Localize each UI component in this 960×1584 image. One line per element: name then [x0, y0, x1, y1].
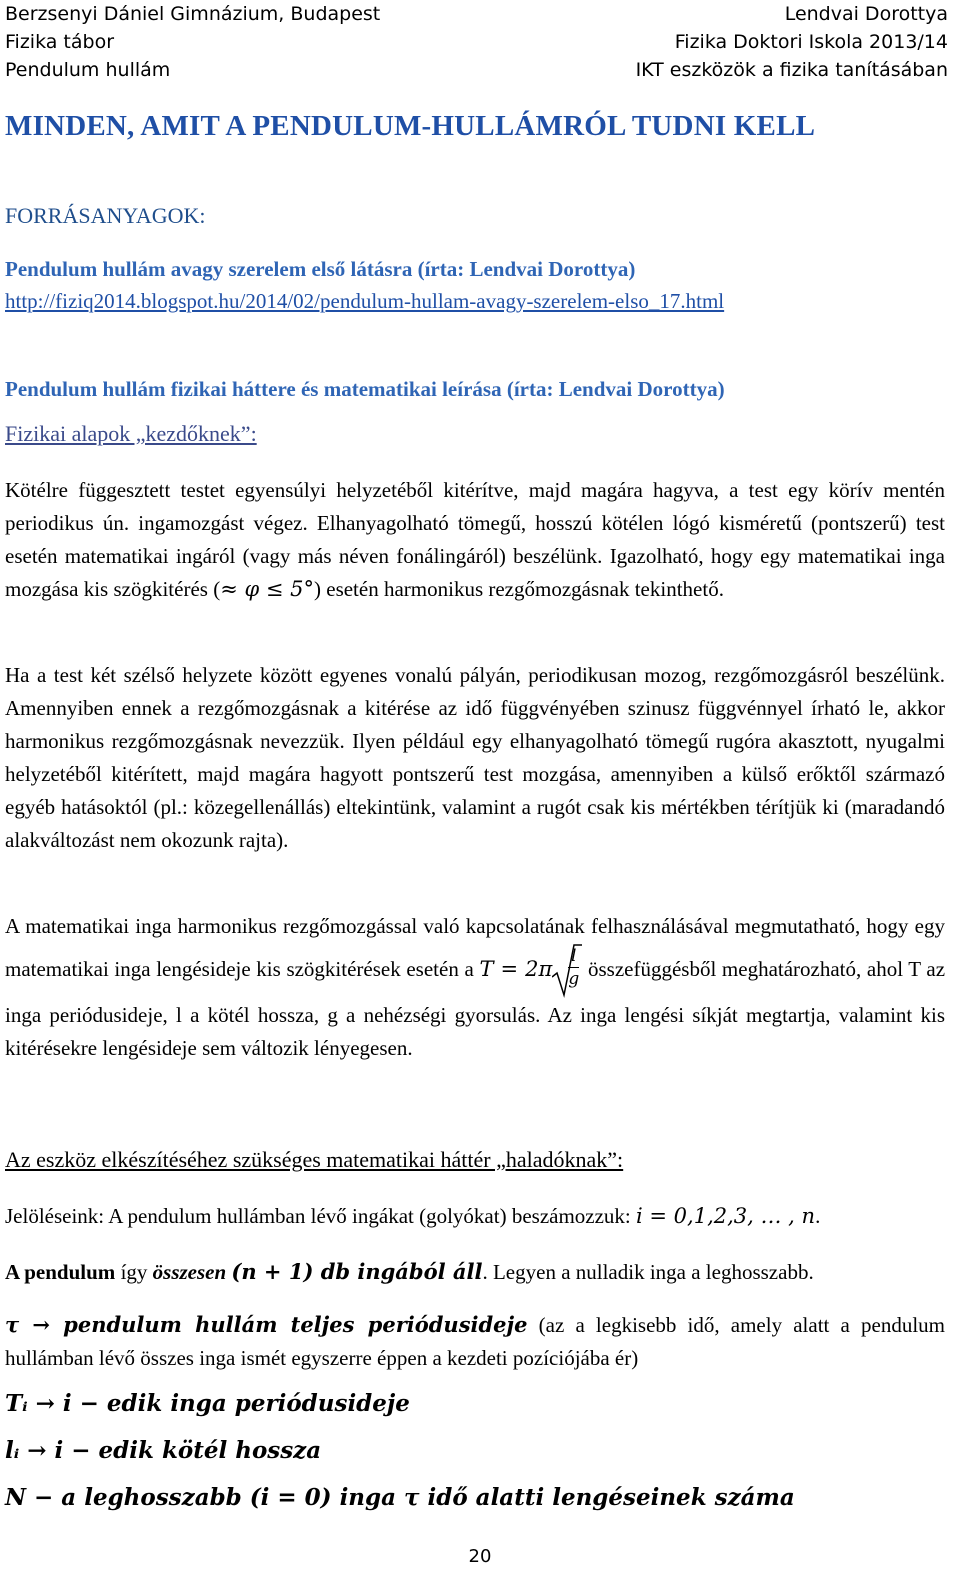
page-number: 20 [468, 1546, 492, 1567]
p1-text-a: Kötélre függesztett testet egyensúlyi helyzetéből kitérítve, majd magára hagyva, a test egy körív mentén periodikus ún. ingamozgást végez. Elhanyagolható tömegű, hosszú kötélen lógó kisméretű (pontszerű) test esetén matematikai ingáról (vagy más néven fonálingáról) beszélünk. Igazolható, hogy egy matematikai inga mozgása kis szögkitérés ( [5, 478, 945, 601]
l2-bold: A pendulum [5, 1260, 116, 1284]
oscillation-count-definition: N − a leghosszabb (i = 0) inga τ idő alatti lengéseinek száma [5, 1484, 795, 1511]
basics-paragraph-2: Ha a test két szélső helyzete között egyenes vonalú pályán, periodikusan mozog, rezgőmozgásról beszélünk. Amennyiben ennek a rezgőmozgásnak a kitérése az idő függvényében szinusz függvénnyel írható le, akkor harmonikus rezgőmozgásnak nevezzük. Ilyen például egy elhanyagolható tömegű rugóra akasztott, nyugalmi helyzetéből kitérített, majd magára hagyott pontszerű test mozgása, amennyiben a külső erőktől származó egyéb hatásoktól (pl.: közegellenállás) eltekintünk, valamint a rugót csak kis mértékben térítjük ki (maradandó alakváltozást nem okozunk rajta). [5, 663, 945, 852]
notation-line: Jelöléseink: A pendulum hullámban lévő ingákat (golyókat) beszámozzuk: i = 0,1,2,3, … , n. [5, 1204, 821, 1228]
p3-text-b: összefüggésből meghatározható, ahol T az inga periódusideje, l a kötél hossza, g a nehézségi gyorsulás. Az inga lengési síkját megtartja, valamint kis kitérésekre lengésideje sem változik lényegesen. [5, 956, 946, 1060]
l2-italic: összesen [152, 1260, 227, 1284]
header-right [636, 0, 948, 84]
source-1-link[interactable]: http://fiziq2014.blogspot.hu/2014/02/pendulum-hullam-avagy-szerelem-elso_17.html [5, 289, 725, 313]
header-course: IKT eszközök a fizika tanításában [635, 59, 948, 81]
fraction [568, 945, 579, 990]
tau-text: (az a legkisebb idő, amely alatt a pendulum hullámban lévő összes inga ismét egyszerre éppen a kezdeti pozíciójába ér) [5, 1313, 945, 1370]
sources-label: FORRÁSANYAGOK: [5, 203, 206, 228]
l2-math: (n + 1) db ingából áll [231, 1259, 483, 1284]
period-definition: Tᵢ → i − edik inga periódusideje [5, 1390, 410, 1417]
period-formula: T = 2π [479, 956, 553, 981]
p3-text-a: A matematikai inga harmonikus rezgőmozgással való kapcsolatának felhasználásával megmutatható, hogy egy matematikai inga lengésideje kis szögkitérések esetén a [5, 914, 945, 981]
pendulum-count-line [5, 1255, 945, 1289]
header-author: Lendvai Dorottya [784, 3, 948, 25]
header-school: Berzsenyi Dániel Gimnázium, Budapest [5, 3, 381, 25]
basics-paragraph-3 [5, 910, 945, 1065]
p1-text-b: ) esetén harmonikus rezgőmozgásnak tekinthető. [314, 577, 724, 601]
advanced-heading: Az eszköz elkészítéséhez szükséges matematikai háttér „haladóknak”: [5, 1147, 624, 1172]
l2-text: így [120, 1260, 148, 1284]
tau-definition [5, 1308, 945, 1375]
l2-tail: . Legyen a nulladik inga a leghosszabb. [482, 1260, 814, 1284]
sqrt-fraction [552, 943, 582, 999]
length-definition: lᵢ → i − edik kötél hossza [5, 1437, 322, 1464]
basics-paragraph-1 [5, 474, 945, 606]
notation-text: Jelöléseink: A pendulum hullámban lévő ingákat (golyókat) beszámozzuk: [5, 1204, 631, 1228]
header-topic: Pendulum hullám [5, 59, 171, 81]
index-math: i = 0,1,2,3, … , n [636, 1204, 816, 1228]
tau-math: τ → pendulum hullám teljes periódusideje [5, 1312, 528, 1337]
document-title: MINDEN, AMIT A PENDULUM-HULLÁMRÓL TUDNI KELL [5, 110, 816, 142]
fraction-denominator: g [568, 969, 580, 989]
basics-heading: Fizikai alapok „kezdőknek”: [5, 421, 257, 446]
header-left [5, 0, 380, 84]
fraction-numerator: l [568, 945, 579, 968]
source-1-title: Pendulum hullám avagy szerelem első látásra (írta: Lendvai Dorottya) [5, 257, 636, 281]
header-event: Fizika tábor [5, 31, 115, 53]
p1-angle-math: ≈ φ ≤ 5° [220, 577, 314, 601]
header-school-program: Fizika Doktori Iskola 2013/14 [674, 31, 948, 53]
source-2-title: Pendulum hullám fizikai háttere és matematikai leírása (írta: Lendvai Dorottya) [5, 377, 725, 401]
